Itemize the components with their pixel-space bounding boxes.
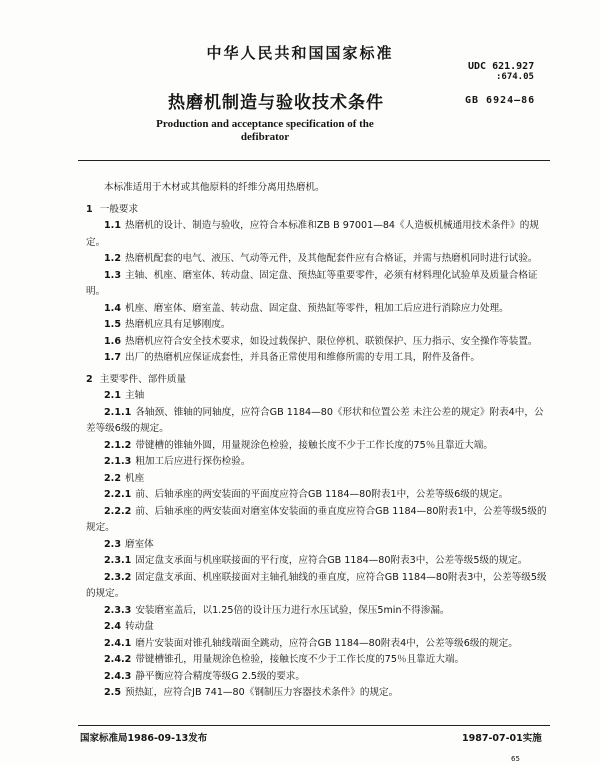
document-body (86, 180, 550, 702)
clause-text: 预热缸，应符合JB 741—80《钢制压力容器技术条件》的规定。 (125, 687, 399, 698)
clause-1-4 (86, 301, 550, 318)
clause-number: 2.3.1 (104, 555, 132, 566)
clause-text: 磨室体 (125, 538, 154, 550)
clause-number: 2.1.1 (104, 406, 132, 418)
clause-text: 带键槽锥孔，用量规涂色检验，接触长度不少于工作长度的75％且靠近大端。 (135, 654, 465, 665)
footer-divider (78, 725, 550, 726)
clause-text: 前、后轴承座的两安装面的平面度应符合GB 1184—80附表1中，公差等级6级的规定。 (135, 489, 509, 500)
clause-text: 磨片安装面对锥孔轴线端面全跳动，应符合GB 1184—80附表4中，公差等级6级的规定。 (135, 637, 518, 649)
section-title: 一般要求 (99, 203, 139, 215)
clause-2-3 (86, 537, 550, 554)
section-number: 1 (86, 203, 93, 215)
clause-2-3-1 (86, 553, 550, 570)
clause-2-4-1 (86, 636, 550, 653)
clause-number: 1.5 (104, 319, 121, 330)
clause-text: 热磨机的设计、制造与验收，应符合本标准和ZB B 97001—84《人造板机械通用技术条件》的规定。 (86, 220, 539, 248)
section-heading (86, 202, 550, 219)
clause-1-1 (86, 218, 550, 251)
clause-2-2 (86, 471, 550, 488)
clause-text: 转动盘 (125, 621, 154, 632)
clause-text: 热磨机配套的电气、液压、气动等元件，及其他配套件应有合格证，并需与热磨机同时进行试验。 (125, 253, 538, 264)
clause-number: 2.5 (104, 687, 121, 698)
clause-2-1 (86, 388, 550, 405)
clause-1-5 (86, 317, 550, 334)
clause-number: 2.4 (104, 621, 121, 632)
clause-2-1-1 (86, 405, 550, 438)
clause-number: 1.2 (104, 253, 121, 264)
clause-text: 前、后轴承座的两安装面对磨室体安装面的垂直度应符合GB 1184—80附表1中，公差等级5级的规定。 (86, 505, 547, 533)
clause-2-3-2 (86, 570, 550, 603)
section-title: 主要零件、部件质量 (99, 373, 187, 385)
clause-text: 热磨机应符合安全技术要求，如设过载保护、限位停机、联锁保护、压力指示、安全操作等装置。 (125, 335, 538, 347)
clause-text: 主轴 (125, 390, 145, 401)
clause-2-3-3 (86, 603, 550, 620)
document-title: 热磨机制造与验收技术条件 (168, 93, 384, 113)
clause-2-1-2 (86, 438, 550, 455)
clause-number: 2.2.1 (104, 489, 132, 500)
intro-paragraph: 本标准适用于木材或其他原料的纤维分离用热磨机。 (104, 182, 325, 193)
page-number: 65 (511, 755, 520, 763)
clause-text: 粗加工后应进行探伤检验。 (135, 456, 251, 467)
clause-1-6 (86, 334, 550, 351)
clause-number: 1.1 (104, 220, 121, 231)
clause-1-3 (86, 268, 550, 301)
document-title-english: Production and acceptance specification of the defibrator (156, 118, 374, 143)
clause-number: 1.3 (104, 269, 121, 281)
clause-number: 1.4 (104, 302, 121, 314)
clause-2-5 (86, 685, 550, 702)
standard-body: 中华人民共和国国家标准 (206, 44, 394, 62)
clause-number: 2.3.2 (104, 571, 132, 583)
clause-text: 带键槽的锥轴外圆，用量规涂色检验，接触长度不少于工作长度的75％且靠近大端。 (135, 439, 493, 451)
clause-number: 1.7 (104, 352, 121, 363)
clause-text: 热磨机应具有足够刚度。 (125, 319, 231, 330)
clause-1-2 (86, 251, 550, 268)
clause-text: 机座、磨室体、磨室盖、转动盘、固定盘、预热缸等零件，粗加工后应进行消除应力处理。 (125, 302, 509, 314)
section-heading (86, 372, 550, 389)
clause-1-7 (86, 350, 550, 367)
udc-code-continued: :674.05 (496, 72, 534, 82)
clause-text: 机座 (125, 472, 145, 484)
clause-number: 2.1.2 (104, 439, 132, 451)
clause-number: 2.3 (104, 538, 121, 550)
clause-2-4 (86, 619, 550, 636)
clause-number: 2.3.3 (104, 604, 132, 616)
clause-2-4-3 (86, 669, 550, 686)
effective-date: 1987-07-01实施 (462, 733, 542, 744)
udc-code: UDC 621.927 (468, 61, 535, 72)
section-number: 2 (86, 373, 93, 385)
clause-2-1-3 (86, 454, 550, 471)
clause-2-4-2 (86, 652, 550, 669)
gb-standard-number: GB 6924—86 (465, 95, 536, 106)
clause-2-2-2 (86, 504, 550, 537)
clause-number: 2.4.3 (104, 670, 132, 682)
clause-number: 2.2.2 (104, 505, 132, 517)
clause-text: 主轴、机座、磨室体、转动盘、固定盘、预热缸等重要零件，必须有材料理化试验单及质量合格证明。 (86, 269, 538, 297)
clause-number: 2.4.2 (104, 654, 132, 665)
clause-text: 安装磨室盖后，以1.25倍的设计压力进行水压试验，保压5min不得渗漏。 (135, 604, 450, 616)
clause-number: 2.4.1 (104, 637, 132, 649)
clause-text: 各轴颈、锥轴的同轴度，应符合GB 1184—80《形状和位置公差 未注公差的规定》附表4中，公差等级6级的规定。 (86, 406, 544, 434)
clause-text: 出厂的热磨机应保证成套性，并具备正常使用和维修所需的专用工具，附件及备件。 (125, 352, 480, 363)
clause-number: 2.1.3 (104, 456, 132, 467)
header-divider (78, 160, 550, 161)
clause-number: 2.2 (104, 472, 121, 484)
clause-text: 静平衡应符合精度等级G 2.5级的要求。 (135, 670, 305, 682)
clause-number: 1.6 (104, 335, 121, 347)
clause-number: 2.1 (104, 390, 121, 401)
issue-date: 国家标准局1986-09-13发布 (80, 733, 208, 744)
clause-text: 固定盘支承面、机座联接面对主轴孔轴线的垂直度，应符合GB 1184—80附表3中，公差等级5级的规定。 (86, 571, 547, 599)
clause-2-2-1 (86, 487, 550, 504)
clause-text: 固定盘支承面与机座联接面的平行度，应符合GB 1184—80附表3中，公差等级5级的规定。 (135, 555, 528, 566)
